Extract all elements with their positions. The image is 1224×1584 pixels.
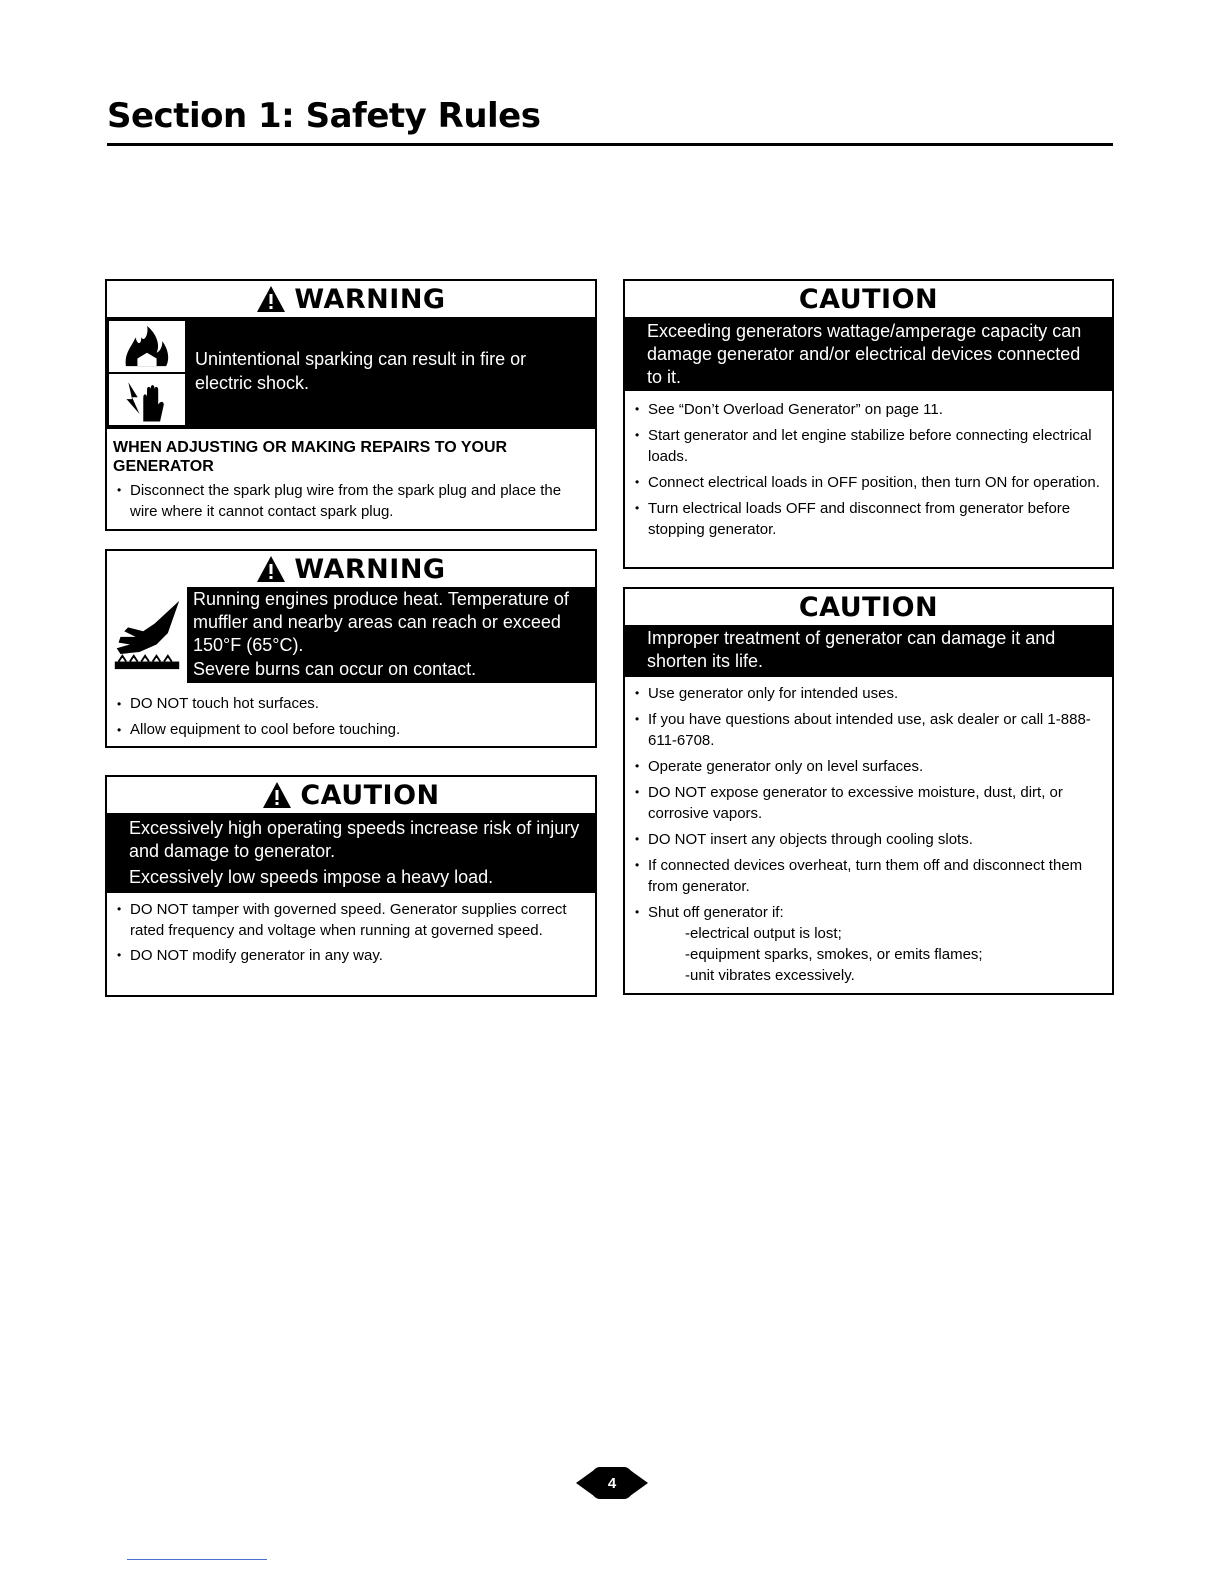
hazard-message: Unintentional sparking can result in fire or electric shock. (195, 349, 527, 393)
alert-triangle-icon (256, 285, 286, 313)
list-item: • Connect electrical loads in OFF position, then turn ON for operation. (633, 472, 1104, 493)
list-item: • DO NOT insert any objects through cooling slots. (633, 829, 1104, 850)
instruction-list (107, 683, 595, 747)
list-item: • Use generator only for intended uses. (633, 683, 1104, 704)
electric-shock-icon (109, 374, 185, 425)
page-number: 4 (607, 1474, 617, 1492)
list-item: • If connected devices overheat, turn them off and disconnect them from generator. (633, 855, 1104, 897)
list-item: • DO NOT modify generator in any way. (115, 945, 587, 966)
sub-list-item: -electrical output is lost; (685, 925, 842, 942)
warning-box-sparking (105, 279, 597, 531)
warning-label: WARNING (294, 283, 446, 315)
hazard-message: Exceeding generators wattage/amperage capacity can damage generator and/or electrical devices connected to it. (647, 321, 1082, 387)
hazard-panel (625, 317, 1112, 391)
list-item: • Allow equipment to cool before touching. (115, 717, 587, 743)
page-title: Section 1: Safety Rules (107, 96, 541, 136)
caution-label: CAUTION (798, 283, 939, 315)
list-item: • DO NOT touch hot surfaces. (115, 691, 587, 717)
sub-list-item: -unit vibrates excessively. (685, 967, 855, 984)
list-item: • If you have questions about intended use, ask dealer or call 1-888-611-6708. (633, 709, 1104, 751)
list-item: • DO NOT expose generator to excessive moisture, dust, dirt, or corrosive vapors. (633, 782, 1104, 824)
alert-triangle-icon (256, 555, 286, 583)
fire-hazard-icon (109, 321, 185, 372)
instruction-list (625, 391, 1112, 544)
hazard-message: Improper treatment of generator can damage it and shorten its life. (647, 628, 1056, 671)
instruction-list (107, 893, 595, 970)
caution-label: CAUTION (798, 591, 939, 623)
list-item: • DO NOT tamper with governed speed. Generator supplies correct rated frequency and voltage when running at governed speed. (115, 899, 587, 941)
list-item: • Operate generator only on level surfaces. (633, 756, 1104, 777)
hazard-message: Excessively high operating speeds increase risk of injury and damage to generator. Excessively low speeds impose a heavy load. (129, 818, 580, 887)
hazard-panel (107, 587, 595, 683)
title-rule (107, 143, 1113, 146)
hazard-icon-column (107, 317, 187, 429)
caution-box-speed (105, 775, 597, 997)
warning-header (107, 281, 595, 317)
footer-rule (127, 1559, 267, 1560)
sub-list-item: -equipment sparks, smokes, or emits flames; (685, 946, 983, 963)
list-item: • See “Don’t Overload Generator” on page 11. (633, 399, 1104, 420)
caution-header (107, 777, 595, 813)
caution-box-overload (623, 279, 1114, 569)
warning-header (107, 551, 595, 587)
caution-header (625, 281, 1112, 317)
warning-label: WARNING (294, 553, 446, 585)
instruction-list (107, 480, 595, 526)
caution-header (625, 589, 1112, 625)
caution-box-treatment (623, 587, 1114, 995)
instruction-list (625, 677, 1112, 990)
repair-subheading: WHEN ADJUSTING OR MAKING REPAIRS TO YOUR GENERATOR (113, 439, 508, 475)
warning-box-heat (105, 549, 597, 748)
hot-surface-icon (107, 587, 187, 683)
hazard-panel (107, 317, 595, 429)
list-item: • Turn electrical loads OFF and disconnect from generator before stopping generator. (633, 498, 1104, 540)
hazard-panel (107, 813, 595, 893)
list-item: • Disconnect the spark plug wire from the spark plug and place the wire where it cannot contact spark plug. (115, 480, 587, 522)
list-item: • Start generator and let engine stabilize before connecting electrical loads. (633, 425, 1104, 467)
hazard-icon-column (107, 587, 187, 683)
hazard-message: Running engines produce heat. Temperature of muffler and nearby areas can reach or exceed 150°F (65°C). Severe burns can occur on contact. (193, 589, 569, 679)
alert-triangle-icon (262, 781, 292, 809)
hazard-panel (625, 625, 1112, 677)
list-item: • Shut off generator if: (633, 902, 1104, 923)
page-number-badge (576, 1466, 648, 1500)
caution-label: CAUTION (300, 779, 440, 811)
